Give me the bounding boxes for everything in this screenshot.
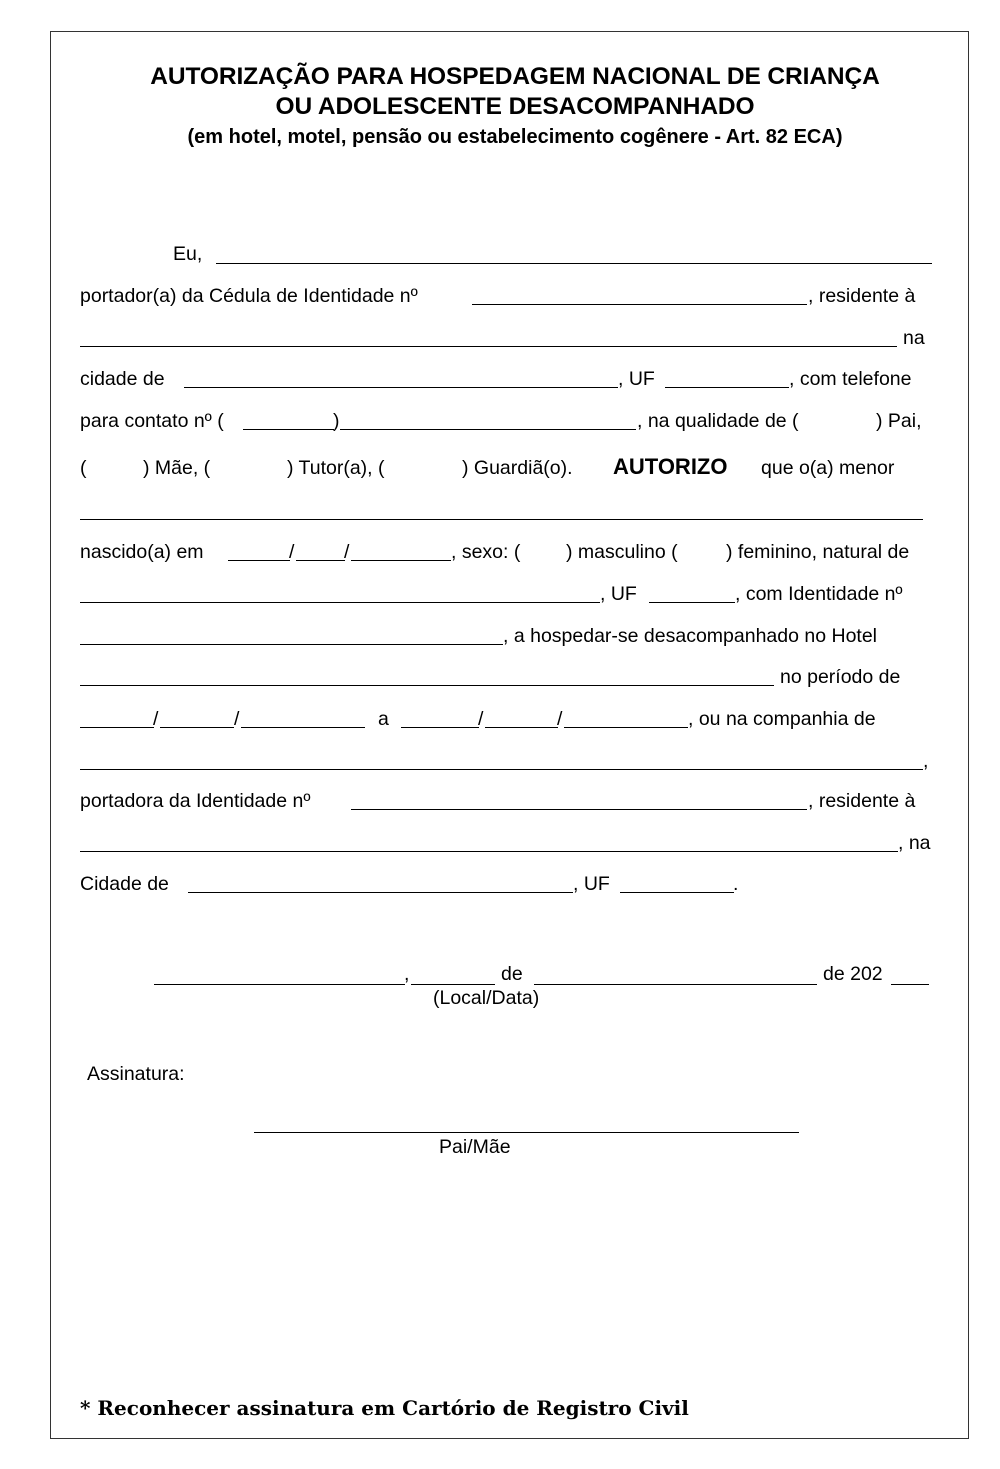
label-telefone: , com telefone bbox=[789, 368, 912, 390]
comma-companion: , bbox=[923, 750, 929, 772]
paren-close: ) bbox=[333, 410, 340, 432]
local-data-caption: (Local/Data) bbox=[433, 987, 540, 1009]
label-cidade: cidade de bbox=[80, 368, 165, 390]
slash-1: / bbox=[289, 541, 295, 563]
signature-caption: Pai/Mãe bbox=[439, 1136, 511, 1158]
paren-open-mae[interactable]: ( bbox=[80, 457, 87, 479]
title-line-1: AUTORIZAÇÃO PARA HOSPEDAGEM NACIONAL DE CRIANÇA bbox=[150, 63, 880, 90]
start-year-field[interactable] bbox=[241, 727, 365, 728]
end-day-field[interactable] bbox=[401, 727, 479, 728]
name-field[interactable] bbox=[216, 263, 932, 264]
label-residente-2: , residente à bbox=[808, 790, 916, 812]
companion-name-field[interactable] bbox=[80, 769, 923, 770]
date-comma: , bbox=[404, 963, 410, 985]
companion-city-field[interactable] bbox=[188, 892, 573, 893]
month-field[interactable] bbox=[534, 984, 817, 985]
label-portador: portador(a) da Cédula de Identidade nº bbox=[80, 285, 418, 307]
companion-uf-field[interactable] bbox=[620, 892, 734, 893]
city-field[interactable] bbox=[184, 387, 618, 388]
label-na-2: , na bbox=[898, 832, 931, 854]
start-month-field[interactable] bbox=[160, 727, 234, 728]
label-na: na bbox=[903, 327, 925, 349]
label-que-menor: que o(a) menor bbox=[761, 457, 895, 479]
birth-year-field[interactable] bbox=[351, 560, 451, 561]
id-number-field[interactable] bbox=[472, 304, 807, 305]
uf-field[interactable] bbox=[665, 387, 789, 388]
checkbox-pai[interactable]: ) Pai, bbox=[876, 410, 922, 432]
slash-2: / bbox=[344, 541, 350, 563]
label-companhia: , ou na companhia de bbox=[688, 708, 876, 730]
label-a: a bbox=[378, 708, 389, 730]
label-qualidade: , na qualidade de ( bbox=[637, 410, 799, 432]
birth-month-field[interactable] bbox=[296, 560, 345, 561]
label-uf-3: , UF bbox=[573, 873, 610, 895]
slash-5: / bbox=[478, 708, 484, 730]
checkbox-tutor[interactable]: ) Tutor(a), ( bbox=[287, 457, 385, 479]
label-contato: para contato nº ( bbox=[80, 410, 224, 432]
checkbox-mae[interactable]: ) Mãe, ( bbox=[143, 457, 211, 479]
address-field[interactable] bbox=[80, 346, 897, 347]
label-de: de bbox=[501, 963, 523, 985]
label-nascido: nascido(a) em bbox=[80, 541, 204, 563]
footnote: * Reconhecer assinatura em Cartório de Registro Civil bbox=[80, 1396, 689, 1420]
companion-address-field[interactable] bbox=[80, 851, 898, 852]
label-periodo: no período de bbox=[780, 666, 901, 688]
companion-id-field[interactable] bbox=[351, 809, 807, 810]
slash-4: / bbox=[234, 708, 240, 730]
label-uf-2: , UF bbox=[600, 583, 637, 605]
period-end: . bbox=[733, 873, 739, 895]
autorizo-text: AUTORIZO bbox=[613, 454, 728, 479]
birth-uf-field[interactable] bbox=[649, 602, 735, 603]
birthplace-field[interactable] bbox=[80, 602, 600, 603]
label-cidade-2: Cidade de bbox=[80, 873, 169, 895]
label-sexo: , sexo: ( bbox=[451, 541, 521, 563]
label-de-202: de 202 bbox=[823, 963, 883, 985]
area-code-field[interactable] bbox=[243, 429, 334, 430]
label-residente: , residente à bbox=[808, 285, 916, 307]
label-uf: , UF bbox=[618, 368, 655, 390]
minor-name-field[interactable] bbox=[80, 519, 923, 520]
slash-6: / bbox=[557, 708, 563, 730]
label-com-identidade: , com Identidade nº bbox=[735, 583, 903, 605]
birth-day-field[interactable] bbox=[228, 560, 290, 561]
label-hospedar: , a hospedar-se desacompanhado no Hotel bbox=[503, 625, 878, 647]
subtitle: (em hotel, motel, pensão ou estabelecimento cogênere - Art. 82 ECA) bbox=[187, 126, 843, 148]
phone-field[interactable] bbox=[340, 429, 636, 430]
end-month-field[interactable] bbox=[485, 727, 558, 728]
minor-id-field[interactable] bbox=[80, 644, 503, 645]
label-eu: Eu, bbox=[173, 243, 203, 265]
slash-3: / bbox=[153, 708, 159, 730]
signature-field[interactable] bbox=[254, 1132, 799, 1133]
label-portadora: portadora da Identidade nº bbox=[80, 790, 311, 812]
year-suffix-field[interactable] bbox=[891, 984, 929, 985]
day-field[interactable] bbox=[411, 984, 495, 985]
local-field[interactable] bbox=[154, 984, 405, 985]
checkbox-masculino[interactable]: ) masculino ( bbox=[566, 541, 678, 563]
title-line-2: OU ADOLESCENTE DESACOMPANHADO bbox=[275, 93, 755, 120]
end-year-field[interactable] bbox=[564, 727, 688, 728]
signature-label: Assinatura: bbox=[87, 1063, 185, 1085]
hotel-field[interactable] bbox=[80, 685, 774, 686]
checkbox-feminino[interactable]: ) feminino, natural de bbox=[726, 541, 910, 563]
start-day-field[interactable] bbox=[80, 727, 154, 728]
checkbox-guardiao[interactable]: ) Guardiã(o). bbox=[462, 457, 573, 479]
